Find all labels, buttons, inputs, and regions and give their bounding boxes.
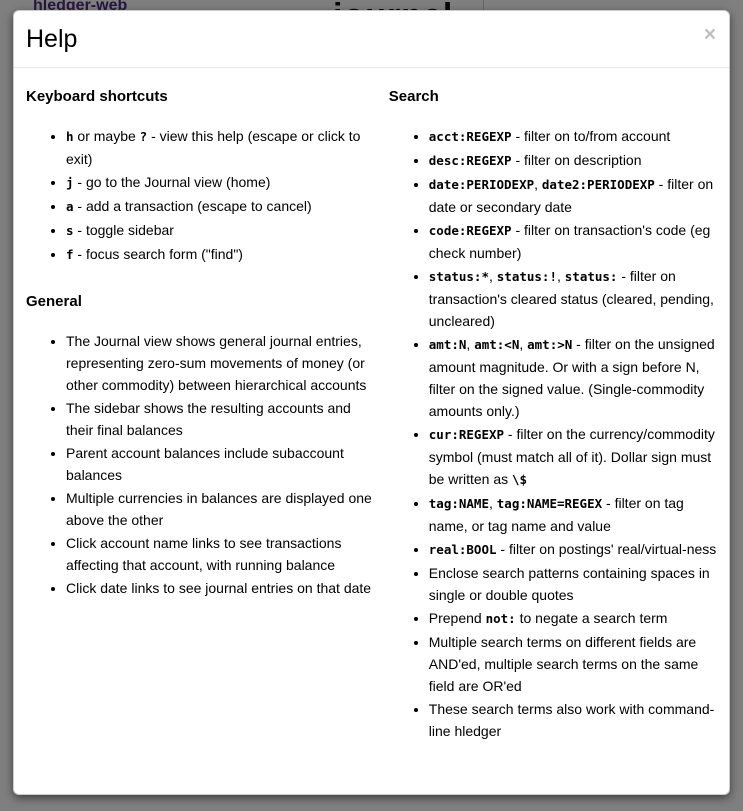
code-span: tag:NAME <box>428 496 489 512</box>
code-span: f <box>66 247 74 263</box>
text-span: , <box>534 176 542 193</box>
text-span: Multiple search terms on different fields are AND'ed, multiple search terms on the same field are OR'ed <box>428 634 699 695</box>
text-span: - go to the Journal view (home) <box>73 174 271 191</box>
code-span: desc:REGEXP <box>428 153 512 169</box>
list-item <box>66 219 375 242</box>
text-span: - filter on transaction's code (eg check number) <box>428 222 711 262</box>
code-span: \$ <box>512 472 528 488</box>
code-span: acct:REGEXP <box>428 129 512 145</box>
text-span: , <box>466 336 475 353</box>
list-item <box>429 423 717 491</box>
code-span: cur:REGEXP <box>428 427 505 443</box>
help-column-left <box>26 88 389 769</box>
text-span: - toggle sidebar <box>73 222 174 239</box>
text-span: Click account name links to see transactions affecting that account, with running balance <box>66 535 342 574</box>
code-span: amt:<N <box>474 337 520 353</box>
list-item <box>429 173 717 218</box>
text-span: The Journal view shows general journal entries, representing zero-sum movements of money (or other commodity) between hierarchical accounts <box>66 333 367 394</box>
code-span: status: <box>564 269 618 285</box>
list-item <box>429 265 717 332</box>
help-list <box>389 125 717 742</box>
list-item <box>66 243 375 266</box>
text-span: - filter on description <box>511 152 642 169</box>
code-span: date2:PERIODEXP <box>541 177 655 193</box>
list-item <box>429 125 717 148</box>
text-span: , <box>519 336 528 353</box>
list-item <box>66 577 375 599</box>
text-span: Enclose search patterns containing spaces in single or double quotes <box>428 565 710 604</box>
code-span: amt:>N <box>527 337 573 353</box>
list-item <box>66 125 375 170</box>
code-span: tag:NAME=REGEX <box>496 496 603 512</box>
list-item <box>429 631 717 697</box>
text-span: - view this help (escape or click to exit) <box>66 128 361 168</box>
text-span: - filter on the unsigned amount magnitude. Or with a sign before N, filter on the signed value. (Single-commodity amounts only.) <box>428 336 715 420</box>
section-heading-general: General <box>26 293 82 311</box>
list-item <box>66 171 375 194</box>
code-span: ? <box>139 129 148 145</box>
text-span: to negate a search term <box>515 610 668 627</box>
text-span: or maybe <box>73 128 140 145</box>
list-item <box>429 149 717 172</box>
text-span: , <box>556 268 565 285</box>
help-column-right <box>389 88 717 769</box>
help-list <box>26 125 375 266</box>
modal-body <box>14 68 729 769</box>
text-span: - filter on transaction's cleared status (cleared, pending, uncleared) <box>428 268 714 330</box>
text-span: - add a transaction (escape to cancel) <box>73 198 312 215</box>
list-item <box>429 562 717 606</box>
code-span: status:! <box>496 269 557 285</box>
code-span: not: <box>485 611 516 627</box>
text-span: , <box>488 268 497 285</box>
text-span: These search terms also work with command-line hledger <box>428 701 715 740</box>
section-heading-keyboard-shortcuts: Keyboard shortcuts <box>26 88 168 106</box>
help-modal <box>13 10 730 795</box>
text-span: - filter on the currency/commodity symbol (must match all of it). Dollar sign must be written as <box>428 426 715 488</box>
list-item <box>66 487 375 531</box>
code-span: h <box>66 129 74 145</box>
text-span: , <box>488 495 497 512</box>
code-span: j <box>66 175 74 191</box>
text-span: Parent account balances include subaccount balances <box>66 445 344 484</box>
text-span: - filter on date or secondary date <box>428 176 714 216</box>
help-list <box>26 330 375 599</box>
list-item <box>429 698 717 742</box>
text-span: Prepend <box>428 610 486 627</box>
list-item <box>429 219 717 264</box>
code-span: amt:N <box>428 337 467 353</box>
code-span: s <box>66 223 74 239</box>
text-span: - filter on tag name, or tag name and value <box>428 495 684 535</box>
code-span: date:PERIODEXP <box>428 177 535 193</box>
list-item <box>429 492 717 537</box>
modal-header <box>14 11 729 68</box>
text-span: - focus search form ("find") <box>73 246 243 263</box>
text-span: - filter on postings' real/virtual-ness <box>496 541 717 558</box>
list-item <box>66 532 375 576</box>
list-item <box>66 397 375 441</box>
list-item <box>429 538 717 561</box>
modal-title: Help <box>26 25 78 53</box>
code-span: real:BOOL <box>428 542 497 558</box>
list-item <box>66 330 375 396</box>
close-icon[interactable]: × <box>703 23 716 46</box>
text-span: - filter on to/from account <box>511 128 671 145</box>
text-span: The sidebar shows the resulting accounts and their final balances <box>66 400 351 439</box>
code-span: code:REGEXP <box>428 223 512 239</box>
list-item <box>429 607 717 630</box>
list-item <box>66 195 375 218</box>
list-item <box>66 442 375 486</box>
text-span: Multiple currencies in balances are displayed one above the other <box>66 490 372 529</box>
list-item <box>429 333 717 422</box>
code-span: status:* <box>428 269 489 285</box>
text-span: Click date links to see journal entries on that date <box>66 580 372 597</box>
section-heading-search: Search <box>388 88 439 106</box>
code-span: a <box>66 199 74 215</box>
